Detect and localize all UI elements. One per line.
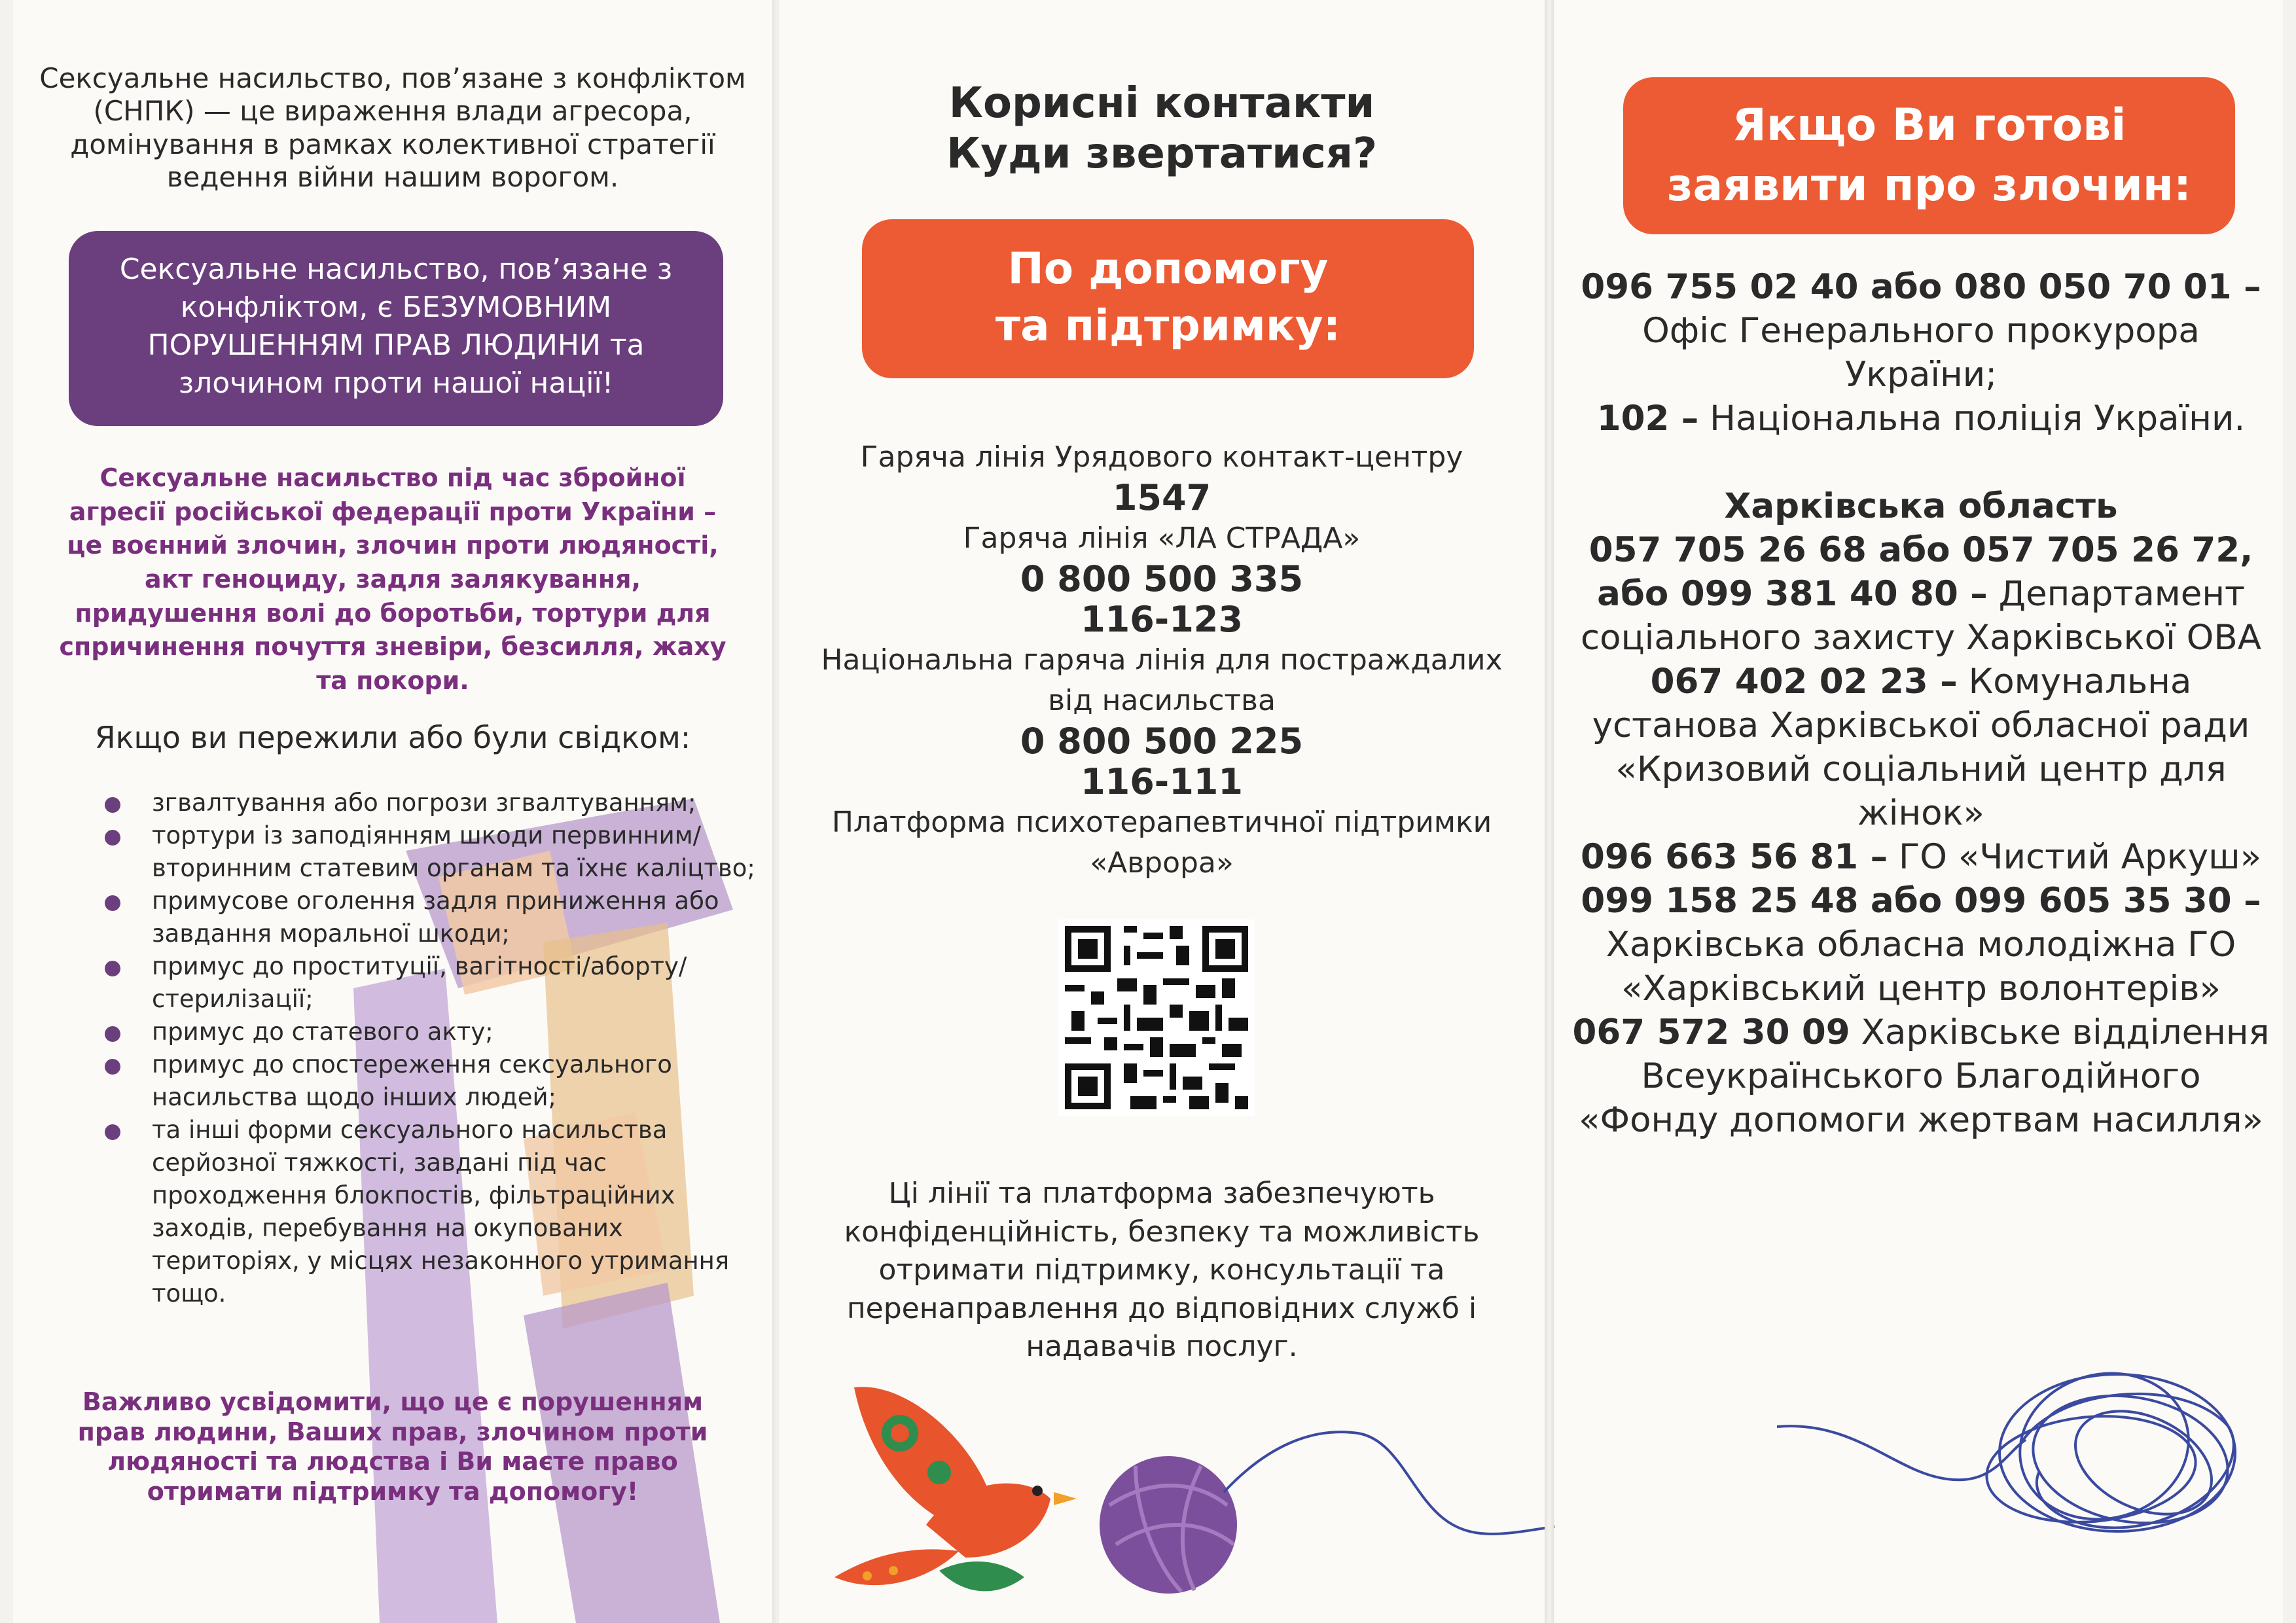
qr-code-icon[interactable] — [1058, 919, 1255, 1116]
list-item: примус до проституції, вагітності/аборту/стерилізації; — [65, 950, 759, 1016]
intro-text: Сексуальне насильство, пов’язане з конфліктом (СНПК) — це вираження влади агресора, домінування в рамках колективної стратегії ведення війни нашим ворогом. — [39, 62, 746, 194]
list-item: примусове оголення задля приниження або завдання моральної шкоди; — [65, 885, 759, 950]
contact-number[interactable]: 067 572 30 09 — [1572, 1012, 1850, 1052]
support-title — [862, 240, 1474, 354]
contact-number[interactable]: 067 402 02 23 – — [1650, 662, 1958, 702]
contact-number[interactable]: 099 158 25 48 або 099 605 35 30 – — [1581, 881, 2261, 921]
contact-number[interactable]: 102 – — [1596, 399, 1699, 438]
hotline-list — [818, 437, 1505, 883]
contacts-list — [1568, 265, 2274, 1142]
panel-middle — [779, 0, 1545, 1623]
confidentiality-text: Ці лінії та платформа забезпечують конфіденційність, безпеку та можливість отримати підтримку, консультації та перенаправлення до відповідних служб і надавачів послуг. — [844, 1177, 1480, 1364]
contact-entry — [1568, 265, 2274, 397]
hotline-label: Гаряча лінія Урядового контакт-центру — [860, 440, 1463, 474]
list-item: згвалтування або погрози згвалтуванням; — [65, 787, 759, 819]
contact-org: Харківське відділення Всеукраїнського Благодійного «Фонду допомоги жертвам насилля» — [1579, 1012, 2270, 1140]
violations-list — [65, 787, 759, 1310]
contact-org: ГО «Чистий Аркуш» — [1898, 837, 2261, 877]
list-item: тортури із заподіянням шкоди первинним/вторинним статевим органам та їхнє каліцтво; — [65, 819, 759, 885]
list-item: та інші форми сексуального насильства серйозної тяжкості, завдані під час проходження блокпостів, фільтраційних заходів, перебування на окупованих територіях, у місцях незаконного утримання тощо. — [65, 1114, 759, 1310]
report-title — [1623, 96, 2235, 216]
yarn-ball-icon — [1096, 1407, 1568, 1603]
list-item: примус до статевого акту; — [65, 1016, 759, 1048]
contact-org: Комунальна установа Харківської обласної ради «Кризовий соціальний центр для жінок» — [1592, 662, 2250, 833]
tangled-thread-icon — [1777, 1348, 2255, 1564]
support-title-line-1: По допомогу — [1007, 243, 1329, 294]
support-title-line-2: та підтримку: — [995, 300, 1341, 351]
hotline-number[interactable]: 116-123 — [1081, 599, 1243, 640]
contact-org: Департамент соціального захисту Харківської ОВА — [1581, 574, 2261, 658]
page-title — [818, 79, 1505, 179]
contact-entry — [1568, 1010, 2274, 1142]
hotline-label: Національна гаряча лінія для постраждалих від насильства — [821, 643, 1503, 717]
contact-number[interactable]: 057 705 26 68 або 057 705 26 72, або 099 381 40 80 – — [1588, 530, 2253, 614]
contact-entry — [1568, 835, 2274, 879]
bird-illustration — [828, 1361, 1083, 1610]
hotline-number[interactable]: 0 800 500 225 — [1020, 721, 1304, 762]
heading-line-2: Куди звертатися? — [946, 129, 1378, 178]
report-title-line-2: заявити про злочин: — [1666, 159, 2192, 211]
contact-org: Національна поліція України. — [1710, 399, 2246, 438]
support-banner — [862, 219, 1474, 378]
hotline-label: Гаряча лінія «ЛА СТРАДА» — [963, 522, 1361, 555]
hotline-number[interactable]: 116-111 — [1081, 761, 1243, 802]
hotline-label: Платформа психотерапевтичної підтримки «Аврора» — [831, 806, 1492, 880]
highlight-text: Сексуальне насильство, пов’язане з конфліктом, є БЕЗУМОВНИМ ПОРУШЕННЯМ ПРАВ ЛЮДИНИ та злочином проти нашої нації! — [119, 253, 673, 401]
warning-text: Сексуальне насильство під час збройної агресії російської федерації проти України – це воєнний злочин, злочин проти людяності, акт геноциду, задля залякування, придушення волі до боротьби, тортури для спричинення почуття зневіри, безсилля, жаху та покори. — [59, 463, 726, 696]
panel-left — [13, 0, 772, 1623]
witness-title: Якщо ви пережили або були свідком: — [94, 720, 691, 755]
closing-text: Важливо усвідомити, що це є порушенням прав людини, Ваших прав, злочином проти людяності та людства і Ви маєте право отримати підтримку та допомогу! — [77, 1387, 708, 1506]
hotline-number[interactable]: 1547 — [1112, 477, 1211, 518]
panel-right — [1554, 0, 2283, 1623]
hotline-number[interactable]: 0 800 500 335 — [1020, 558, 1304, 599]
report-title-line-1: Якщо Ви готові — [1732, 99, 2126, 151]
fold-divider — [1545, 0, 1554, 1623]
contact-org: Офіс Генерального прокурора України; — [1642, 311, 2200, 395]
contact-number[interactable]: 096 755 02 40 або 080 050 70 01 – — [1581, 267, 2261, 307]
list-item: примус до спостереження сексуального насильства щодо інших людей; — [65, 1048, 759, 1114]
contact-entry — [1568, 397, 2274, 440]
contact-entry — [1568, 879, 2274, 1010]
highlight-box — [69, 231, 723, 426]
region-title: Харківська область — [1724, 486, 2118, 526]
contact-entry — [1568, 528, 2274, 660]
heading-line-1: Корисні контакти — [948, 79, 1375, 128]
contact-entry — [1568, 660, 2274, 835]
report-banner — [1623, 77, 2235, 234]
contact-number[interactable]: 096 663 56 81 – — [1581, 837, 1888, 877]
contact-org: Харківська обласна молодіжна ГО «Харківський центр волонтерів» — [1605, 925, 2236, 1008]
